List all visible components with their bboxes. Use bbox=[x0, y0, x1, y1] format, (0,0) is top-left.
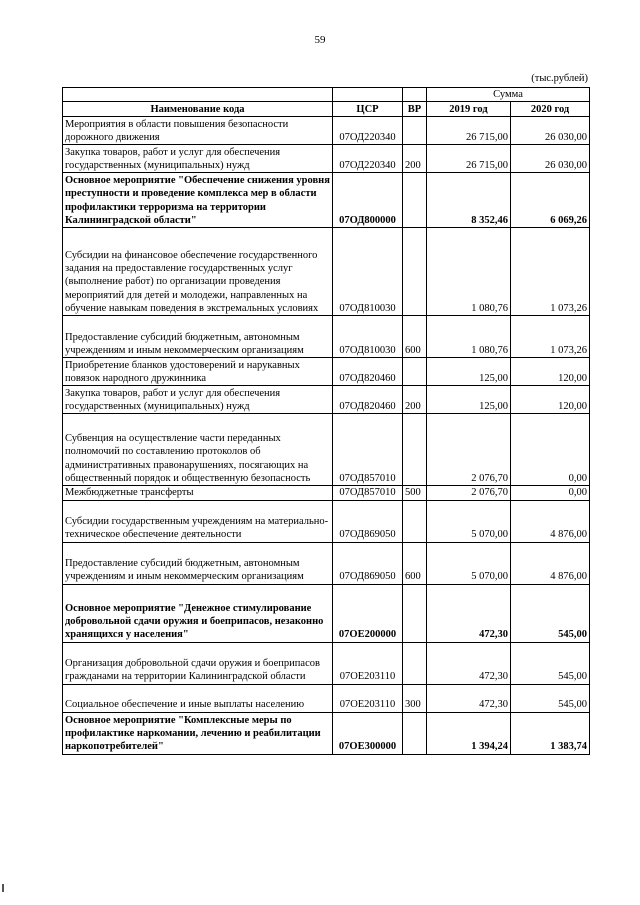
header-vr-top bbox=[403, 88, 427, 102]
row-name: Межбюджетные трансферты bbox=[63, 486, 333, 500]
row-2019: 2 076,70 bbox=[427, 486, 511, 500]
row-name: Основное мероприятие "Денежное стимулирование добровольной сдачи оружия и боеприпасов, незаконно хранящихся у населения" bbox=[63, 584, 333, 642]
row-2019: 26 715,00 bbox=[427, 117, 511, 145]
row-2020: 4 876,00 bbox=[511, 542, 590, 584]
row-vr bbox=[403, 117, 427, 145]
row-2020: 26 030,00 bbox=[511, 145, 590, 173]
row-vr bbox=[403, 642, 427, 684]
row-2019: 472,30 bbox=[427, 584, 511, 642]
row-csr: 07ОЕ200000 bbox=[333, 584, 403, 642]
row-csr: 07ОД820460 bbox=[333, 386, 403, 414]
row-2020: 545,00 bbox=[511, 584, 590, 642]
row-2019: 125,00 bbox=[427, 386, 511, 414]
row-csr: 07ОД800000 bbox=[333, 173, 403, 228]
row-csr: 07ОД820460 bbox=[333, 358, 403, 386]
page-number: 59 bbox=[314, 34, 326, 46]
row-2019: 5 070,00 bbox=[427, 542, 511, 584]
row-vr bbox=[403, 358, 427, 386]
row-2020: 120,00 bbox=[511, 386, 590, 414]
row-name: Приобретение бланков удостоверений и нарукавных повязок народного дружинника bbox=[63, 358, 333, 386]
table-row bbox=[63, 542, 590, 584]
row-2020: 545,00 bbox=[511, 684, 590, 712]
row-2020: 4 876,00 bbox=[511, 500, 590, 542]
row-name: Субсидии государственным учреждениям на материально-техническое обеспечение деятельности bbox=[63, 500, 333, 542]
row-csr: 07ОД857010 bbox=[333, 486, 403, 500]
row-csr: 07ОД869050 bbox=[333, 542, 403, 584]
row-csr: 07ОЕ203110 bbox=[333, 684, 403, 712]
table-row bbox=[63, 414, 590, 486]
budget-table bbox=[62, 87, 590, 755]
row-vr: 600 bbox=[403, 542, 427, 584]
header-csr: ЦСР bbox=[333, 102, 403, 117]
row-2019: 5 070,00 bbox=[427, 500, 511, 542]
row-2019: 1 394,24 bbox=[427, 712, 511, 754]
header-csr-top bbox=[333, 88, 403, 102]
row-name: Субвенция на осуществление части переданных полномочий по составлению протоколов об административных правонарушениях, посягающих на общественный порядок и общественную безопасность bbox=[63, 414, 333, 486]
row-vr: 300 bbox=[403, 684, 427, 712]
header-name: Наименование кода bbox=[63, 102, 333, 117]
row-csr: 07ОД869050 bbox=[333, 500, 403, 542]
table-row bbox=[63, 145, 590, 173]
row-name: Основное мероприятие "Комплексные меры по профилактике наркомании, лечению и реабилитации наркопотребителей" bbox=[63, 712, 333, 754]
table-row bbox=[63, 117, 590, 145]
row-name: Организация добровольной сдачи оружия и боеприпасов гражданами на территории Калининградской области bbox=[63, 642, 333, 684]
row-2019: 472,30 bbox=[427, 684, 511, 712]
row-2020: 1 073,26 bbox=[511, 228, 590, 316]
table-row bbox=[63, 358, 590, 386]
row-vr bbox=[403, 173, 427, 228]
units-label: (тыс.рублей) bbox=[531, 73, 588, 84]
row-vr bbox=[403, 414, 427, 486]
row-csr: 07ОД220340 bbox=[333, 117, 403, 145]
row-2019: 1 080,76 bbox=[427, 228, 511, 316]
row-name: Социальное обеспечение и иные выплаты населению bbox=[63, 684, 333, 712]
table-row bbox=[63, 386, 590, 414]
row-2020: 1 383,74 bbox=[511, 712, 590, 754]
row-name: Субсидии на финансовое обеспечение государственного задания на предоставление государственных услуг (выполнение работ) по организации проведения мероприятий для детей и молодежи, направленных на обучение навыкам поведения в экстремальных условиях bbox=[63, 228, 333, 316]
table-row bbox=[63, 486, 590, 500]
row-2020: 120,00 bbox=[511, 358, 590, 386]
header-year-2020: 2020 год bbox=[511, 102, 590, 117]
table-row bbox=[63, 712, 590, 754]
header-sum: Сумма bbox=[427, 88, 590, 102]
row-2019: 1 080,76 bbox=[427, 316, 511, 358]
table-row bbox=[63, 584, 590, 642]
row-vr bbox=[403, 584, 427, 642]
table-row bbox=[63, 228, 590, 316]
table-row bbox=[63, 684, 590, 712]
row-2020: 0,00 bbox=[511, 486, 590, 500]
row-csr: 07ОД857010 bbox=[333, 414, 403, 486]
row-vr bbox=[403, 712, 427, 754]
header-vr: ВР bbox=[403, 102, 427, 117]
row-csr: 07ОД220340 bbox=[333, 145, 403, 173]
row-2020: 0,00 bbox=[511, 414, 590, 486]
row-vr: 200 bbox=[403, 145, 427, 173]
row-vr bbox=[403, 228, 427, 316]
row-name: Мероприятия в области повышения безопасности дорожного движения bbox=[63, 117, 333, 145]
row-2020: 1 073,26 bbox=[511, 316, 590, 358]
row-2019: 2 076,70 bbox=[427, 414, 511, 486]
row-name: Закупка товаров, работ и услуг для обеспечения государственных (муниципальных) нужд bbox=[63, 386, 333, 414]
row-vr bbox=[403, 500, 427, 542]
row-csr: 07ОД810030 bbox=[333, 316, 403, 358]
row-2019: 26 715,00 bbox=[427, 145, 511, 173]
row-name: Предоставление субсидий бюджетным, автономным учреждениям и иным некоммерческим организациям bbox=[63, 542, 333, 584]
row-csr: 07ОЕ300000 bbox=[333, 712, 403, 754]
row-vr: 600 bbox=[403, 316, 427, 358]
row-csr: 07ОЕ203110 bbox=[333, 642, 403, 684]
row-2020: 6 069,26 bbox=[511, 173, 590, 228]
scan-edge-mark bbox=[2, 884, 4, 892]
header-year-2019: 2019 год bbox=[427, 102, 511, 117]
header-name-top bbox=[63, 88, 333, 102]
row-2019: 125,00 bbox=[427, 358, 511, 386]
table-row bbox=[63, 173, 590, 228]
table-row bbox=[63, 642, 590, 684]
row-csr: 07ОД810030 bbox=[333, 228, 403, 316]
table-row bbox=[63, 316, 590, 358]
row-vr: 500 bbox=[403, 486, 427, 500]
row-name: Закупка товаров, работ и услуг для обеспечения государственных (муниципальных) нужд bbox=[63, 145, 333, 173]
row-vr: 200 bbox=[403, 386, 427, 414]
row-2019: 472,30 bbox=[427, 642, 511, 684]
row-name: Предоставление субсидий бюджетным, автономным учреждениям и иным некоммерческим организациям bbox=[63, 316, 333, 358]
row-name: Основное мероприятие "Обеспечение снижения уровня преступности и проведение комплекса мер в области профилактики терроризма на территории Калининградской области" bbox=[63, 173, 333, 228]
row-2019: 8 352,46 bbox=[427, 173, 511, 228]
table-row bbox=[63, 500, 590, 542]
row-2020: 545,00 bbox=[511, 642, 590, 684]
row-2020: 26 030,00 bbox=[511, 117, 590, 145]
